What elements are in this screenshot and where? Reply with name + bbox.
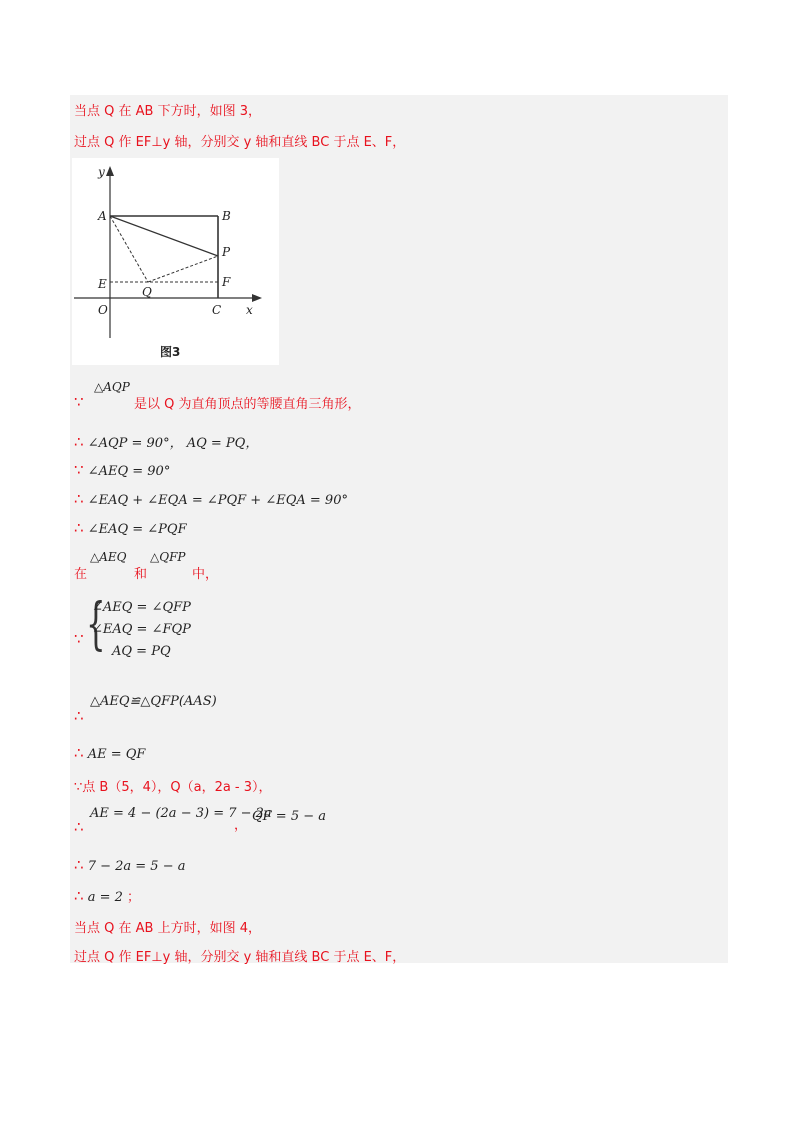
- brace-icon: {: [86, 592, 106, 657]
- line-6: [74, 490, 348, 508]
- therefore-mark: ∴: [74, 887, 84, 905]
- segment-aq: [110, 216, 148, 282]
- therefore-mark: ∴: [74, 433, 84, 451]
- therefore-mark: ∴: [74, 856, 84, 874]
- text-line-1: 当点 Q 在 AB 下方时，如图 3，: [74, 104, 261, 119]
- line-13-comma: ，: [234, 818, 248, 833]
- line-9: [74, 630, 84, 648]
- because-mark: ∵: [74, 393, 84, 411]
- line-15: [74, 886, 140, 905]
- line-12: ∵点 B（5，4），Q（a，2a - 3），: [74, 780, 272, 795]
- x-axis-arrow: [252, 294, 262, 302]
- line-3: [74, 393, 84, 411]
- system-row-3: AQ = PQ: [112, 644, 171, 659]
- figure-3-diagram: [72, 158, 279, 365]
- segment-ap: [110, 216, 218, 256]
- label-o: O: [98, 303, 108, 317]
- line-7-math: ∠EAQ = ∠PQF: [87, 522, 187, 537]
- line-15-tail: ；: [127, 890, 141, 905]
- line-15-math: a = 2: [87, 890, 123, 905]
- label-c: C: [212, 303, 222, 317]
- line-14-math: 7 − 2a = 5 − a: [87, 859, 186, 874]
- label-y: y: [98, 165, 105, 179]
- text-line-17: 过点 Q 作 EF⊥y 轴，分别交 y 轴和直线 BC 于点 E、F，: [74, 950, 406, 965]
- line-8-he: 和: [134, 567, 148, 582]
- because-mark: ∵: [74, 630, 84, 648]
- figure-3: [72, 158, 279, 365]
- label-x: x: [246, 303, 253, 317]
- line-8-zhong: 中，: [192, 567, 219, 582]
- line-10: [74, 707, 84, 725]
- label-f: F: [222, 275, 231, 289]
- therefore-mark: ∴: [74, 818, 84, 836]
- line-5-math: ∠AEQ = 90°: [87, 464, 171, 479]
- line-13: [74, 818, 84, 836]
- figure-caption: 图3: [160, 345, 181, 359]
- system-row-1: ∠AEQ = ∠QFP: [92, 600, 191, 615]
- text-line-2: 过点 Q 作 EF⊥y 轴，分别交 y 轴和直线 BC 于点 E、F，: [74, 135, 406, 150]
- therefore-mark: ∴: [74, 519, 84, 537]
- because-mark: ∵: [74, 461, 84, 479]
- segment-qp: [148, 256, 218, 282]
- label-a: A: [98, 209, 107, 223]
- triangle-aeq: △AEQ: [90, 550, 127, 564]
- line-6-math: ∠EAQ + ∠EQA = ∠PQF + ∠EQA = 90°: [87, 493, 348, 508]
- text-line-16: 当点 Q 在 AB 上方时，如图 4，: [74, 921, 261, 936]
- line-13-math-1: AE = 4 − (2a − 3) = 7 − 2a: [90, 806, 272, 821]
- system-row-2: ∠EAQ = ∠FQP: [92, 622, 191, 637]
- line-4-math: ∠AQP = 90°， AQ = PQ，: [87, 436, 259, 451]
- line-3-text: 是以 Q 为直角顶点的等腰直角三角形，: [134, 397, 361, 412]
- label-b: B: [222, 209, 231, 223]
- label-p: P: [222, 245, 231, 259]
- line-7: [74, 519, 187, 537]
- line-11-math: AE = QF: [87, 747, 146, 762]
- line-8-zai: 在: [74, 567, 88, 582]
- therefore-mark: ∴: [74, 490, 84, 508]
- therefore-mark: ∴: [74, 707, 84, 725]
- therefore-mark: ∴: [74, 744, 84, 762]
- line-11: [74, 744, 145, 762]
- y-axis-arrow: [106, 166, 114, 176]
- triangle-aqp: △AQP: [94, 380, 130, 394]
- line-4: [74, 432, 258, 451]
- triangle-qfp: △QFP: [150, 550, 186, 564]
- line-10-math: △AEQ≌△QFP(AAS): [90, 694, 217, 709]
- line-5: [74, 461, 170, 479]
- label-q: Q: [142, 285, 152, 299]
- label-e: E: [98, 277, 107, 291]
- line-14: [74, 856, 185, 874]
- line-13-math-2: QF = 5 − a: [252, 809, 327, 824]
